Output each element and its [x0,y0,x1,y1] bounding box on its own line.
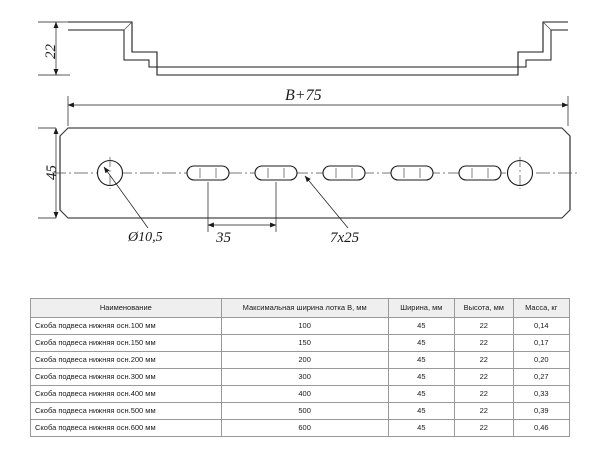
cell-mass: 0,33 [513,386,569,403]
cell-mass: 0,14 [513,318,569,335]
cell-width: 45 [388,369,454,386]
spec-table-wrapper [30,298,570,437]
cell-width: 45 [388,318,454,335]
slot-hole [187,166,229,180]
header-name: Наименование [31,299,222,318]
cell-width: 45 [388,335,454,352]
slot-hole [391,166,433,180]
label-slot-7x25: 7x25 [330,230,360,246]
cell-mass: 0,39 [513,403,569,420]
label-hole-diameter: Ø10,5 [128,230,163,245]
table-row [31,318,570,335]
cell-height: 22 [455,335,513,352]
spec-table-body [31,318,570,437]
side-profile-view [68,22,568,75]
cell-max-width: 500 [221,403,388,420]
cell-name: Скоба подвеса нижняя осн.200 мм [31,352,222,369]
table-row [31,403,570,420]
profile-detail-lines [124,22,551,30]
spec-table-head [31,299,570,318]
table-row [31,369,570,386]
cell-width: 45 [388,386,454,403]
cell-name: Скоба подвеса нижняя осн.150 мм [31,335,222,352]
cell-name: Скоба подвеса нижняя осн.600 мм [31,420,222,437]
cell-mass: 0,46 [513,420,569,437]
cell-width: 45 [388,352,454,369]
spec-table [30,298,570,437]
label-pitch-35: 35 [216,230,231,246]
cell-max-width: 300 [221,369,388,386]
cell-name: Скоба подвеса нижняя осн.400 мм [31,386,222,403]
table-row [31,386,570,403]
header-max-width: Максимальная ширина лотка B, мм [221,299,388,318]
slot-hole [323,166,365,180]
table-row [31,335,570,352]
label-height-22: 22 [43,44,59,59]
cell-mass: 0,17 [513,335,569,352]
cell-name: Скоба подвеса нижняя осн.300 мм [31,369,222,386]
cell-width: 45 [388,403,454,420]
cell-height: 22 [455,386,513,403]
slot-hole [255,166,297,180]
table-row [31,420,570,437]
cell-max-width: 200 [221,352,388,369]
cell-max-width: 400 [221,386,388,403]
cell-height: 22 [455,352,513,369]
label-length-b75: B+75 [285,87,322,104]
header-height: Высота, мм [455,299,513,318]
header-width: Ширина, мм [388,299,454,318]
cell-name: Скоба подвеса нижняя осн.100 мм [31,318,222,335]
table-row [31,352,570,369]
label-height-45: 45 [44,165,60,180]
cell-max-width: 100 [221,318,388,335]
cell-height: 22 [455,403,513,420]
cell-mass: 0,27 [513,369,569,386]
cell-max-width: 600 [221,420,388,437]
cell-height: 22 [455,318,513,335]
cell-width: 45 [388,420,454,437]
cell-max-width: 150 [221,335,388,352]
cell-name: Скоба подвеса нижняя осн.500 мм [31,403,222,420]
header-mass: Масса, кг [513,299,569,318]
cell-height: 22 [455,369,513,386]
cell-height: 22 [455,420,513,437]
cell-mass: 0,20 [513,352,569,369]
table-header-row [31,299,570,318]
slot-hole [459,166,501,180]
